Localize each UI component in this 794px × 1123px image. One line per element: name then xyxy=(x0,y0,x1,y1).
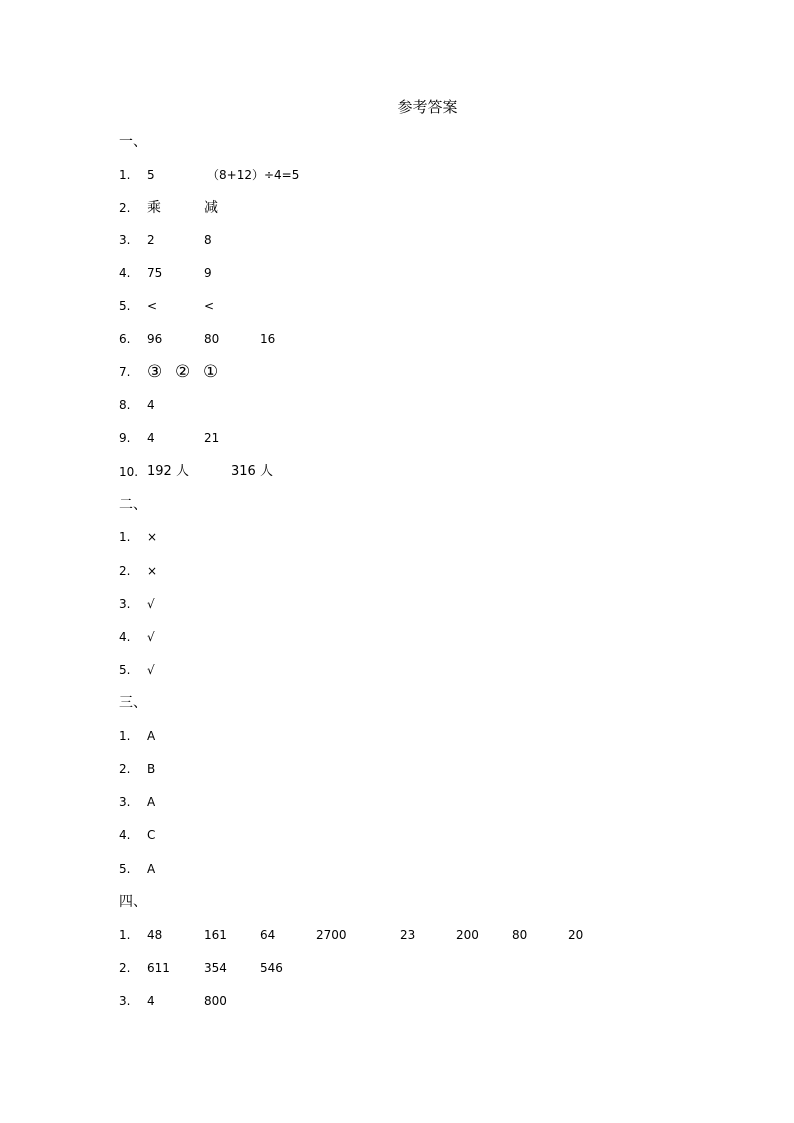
answer-value: 2700 xyxy=(316,928,347,942)
section-heading-one: 一、 xyxy=(119,134,147,150)
answer-value: 4 xyxy=(147,431,155,445)
item-number: 3. xyxy=(119,994,131,1008)
answer-value: 8 xyxy=(204,233,212,247)
answer-value: 4 xyxy=(147,398,155,412)
item-number: 3. xyxy=(119,597,131,611)
answer-value: 64 xyxy=(260,928,276,942)
answer-value: × xyxy=(147,564,158,578)
answer-value: ③ xyxy=(147,362,163,382)
answer-value: 200 xyxy=(456,928,479,942)
item-number: 5. xyxy=(119,862,131,876)
section-heading-two: 二、 xyxy=(119,497,147,513)
item-number: 10. xyxy=(119,465,139,479)
answer-value: 4 xyxy=(147,994,155,1008)
item-number: 1. xyxy=(119,530,131,544)
answer-value: 192 人 xyxy=(147,464,189,479)
answer-value: ② xyxy=(175,362,191,382)
item-number: 4. xyxy=(119,828,131,842)
answer-value: 减 xyxy=(204,200,218,216)
answer-value: B xyxy=(147,762,156,776)
item-number: 4. xyxy=(119,630,131,644)
answer-value: 80 xyxy=(512,928,528,942)
item-number: 3. xyxy=(119,795,131,809)
item-number: 5. xyxy=(119,299,131,313)
item-number: 1. xyxy=(119,729,131,743)
answer-value: ① xyxy=(203,362,219,382)
item-number: 7. xyxy=(119,365,131,379)
answer-value: （8+12）÷4=5 xyxy=(207,168,300,182)
item-number: 2. xyxy=(119,762,131,776)
answer-value: 23 xyxy=(400,928,416,942)
answer-value: 611 xyxy=(147,961,170,975)
answer-value: 546 xyxy=(260,961,283,975)
answer-value: √ xyxy=(147,597,155,611)
item-number: 2. xyxy=(119,564,131,578)
answer-value: 161 xyxy=(204,928,227,942)
answer-value: 800 xyxy=(204,994,227,1008)
answer-value: 75 xyxy=(147,266,163,280)
answer-value: 354 xyxy=(204,961,227,975)
item-number: 4. xyxy=(119,266,131,280)
item-number: 1. xyxy=(119,168,131,182)
item-number: 5. xyxy=(119,663,131,677)
section-heading-four: 四、 xyxy=(119,894,147,910)
answer-value: 5 xyxy=(147,168,155,182)
item-number: 6. xyxy=(119,332,131,346)
item-number: 3. xyxy=(119,233,131,247)
item-number: 1. xyxy=(119,928,131,942)
item-number: 2. xyxy=(119,201,131,215)
answer-value: 16 xyxy=(260,332,276,346)
answer-value: 9 xyxy=(204,266,212,280)
answer-value: < xyxy=(204,299,215,313)
answer-value: 48 xyxy=(147,928,163,942)
answer-value: < xyxy=(147,299,158,313)
item-number: 2. xyxy=(119,961,131,975)
answer-value: C xyxy=(147,828,156,842)
answer-value: 乘 xyxy=(147,200,161,216)
page-title: 参考答案 xyxy=(397,98,458,116)
answer-value: 20 xyxy=(568,928,584,942)
answer-value: × xyxy=(147,530,158,544)
answer-value: A xyxy=(147,729,156,743)
answer-value: √ xyxy=(147,663,155,677)
item-number: 9. xyxy=(119,431,131,445)
answer-value: 21 xyxy=(204,431,220,445)
answer-value: 316 人 xyxy=(231,464,273,479)
section-heading-three: 三、 xyxy=(119,695,147,711)
answer-value: A xyxy=(147,795,156,809)
answer-value: 96 xyxy=(147,332,163,346)
answer-value: √ xyxy=(147,630,155,644)
answer-value: 2 xyxy=(147,233,155,247)
item-number: 8. xyxy=(119,398,131,412)
answer-value: 80 xyxy=(204,332,220,346)
answer-value: A xyxy=(147,862,156,876)
